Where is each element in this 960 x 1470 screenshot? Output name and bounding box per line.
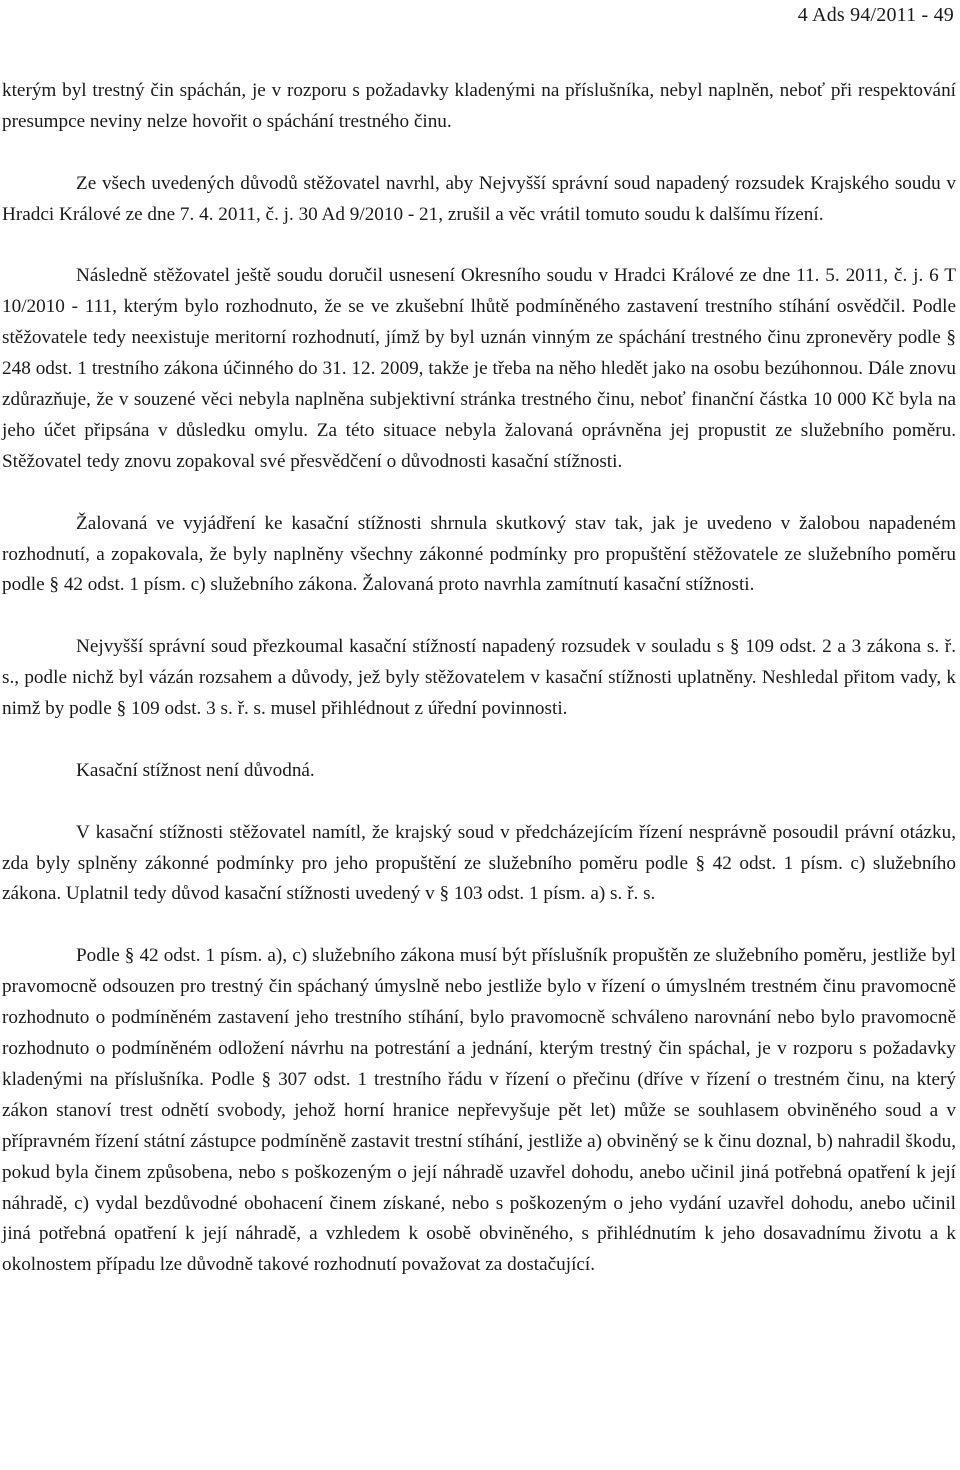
paragraph: Kasační stížnost není důvodná.: [76, 759, 315, 781]
paragraph: Nejvyšší správní soud přezkoumal kasační stížností napadený rozsudek v souladu s § 109 odst. 2 a 3 zákona s. ř. s., podle nichž byl vázán rozsahem a důvody, jež byly stěžovatelem v kasační stížnosti uplatněny. Neshledal přitom vady, k nimž by podle § 109 odst. 3 s. ř. s. musel přihlédnout z úřední povinnosti.: [2, 636, 956, 720]
paragraph: Následně stěžovatel ještě soudu doručil usnesení Okresního soudu v Hradci Králové ze dne 11. 5. 2011, č. j. 6 T 10/2010 - 111, kterým bylo rozhodnuto, že se ve zkušební lhůtě podmíněného zastavení trestního stíhání osvědčil. Podle stěžovatele tedy neexistuje meritorní rozhodnutí, jímž by byl uznán vinným ze spáchání trestného činu zpronevěry podle § 248 odst. 1 trestního zákona účinného do 31. 12. 2009, takže je třeba na něho hledět jako na osobu bezúhonnou. Dále znovu zdůrazňuje, že v souzené věci nebyla naplněna subjektivní stránka trestného činu, neboť finanční částka 10 000 Kč byla na jeho účet připsána v důsledku omylu. Za této situace nebyla žalovaná oprávněna jej propustit ze služebního poměru. Stěžovatel tedy znovu zopakoval své přesvědčení o důvodnosti kasační stížnosti.: [2, 265, 956, 472]
case-reference: 4 Ads 94/2011 - 49: [797, 4, 954, 26]
document-body: [2, 76, 956, 1281]
paragraph: kterým byl trestný čin spáchán, je v rozporu s požadavky kladenými na příslušníka, nebyl naplněn, neboť při respektování presumpce neviny nelze hovořit o spáchání trestného činu.: [2, 80, 956, 132]
paragraph: Podle § 42 odst. 1 písm. a), c) služebního zákona musí být příslušník propuštěn ze služebního poměru, jestliže byl pravomocně odsouzen pro trestný čin spáchaný úmyslně nebo jestliže bylo v řízení o úmyslném trestném činu pravomocně rozhodnuto o podmíněném zastavení jeho trestního stíhání, bylo pravomocně schváleno narovnání nebo bylo pravomocně rozhodnuto o podmíněném odložení návrhu na potrestání a jednání, kterým trestný čin spáchal, je v rozporu s požadavky kladenými na příslušníka. Podle § 307 odst. 1 trestního řádu v řízení o přečinu (dříve v řízení o trestném činu, na který zákon stanoví trest odnětí svobody, jehož horní hranice nepřevyšuje pět let) může se souhlasem obviněného soud a v přípravném řízení státní zástupce podmíněně zastavit trestní stíhání, jestliže a) obviněný se k činu doznal, b) nahradil škodu, pokud byla činem způsobena, nebo s poškozeným o její náhradě uzavřel dohodu, anebo učinil jiná potřebná opatření k její náhradě, c) vydal bezdůvodné obohacení činem získané, nebo s poškozeným o jeho vydání uzavřel dohodu, anebo učinil jiná potřebná opatření k její náhradě, a vzhledem k osobě obviněného, s přihlédnutím k jeho dosavadnímu životu a k okolnostem případu lze důvodně takové rozhodnutí považovat za dostačující.: [2, 945, 956, 1276]
paragraph: Žalovaná ve vyjádření ke kasační stížnosti shrnula skutkový stav tak, jak je uvedeno v žalobou napadeném rozhodnutí, a zopakovala, že byly naplněny všechny zákonné podmínky pro propuštění stěžovatele ze služebního poměru podle § 42 odst. 1 písm. c) služebního zákona. Žalovaná proto navrhla zamítnutí kasační stížnosti.: [2, 512, 956, 596]
paragraph: Ze všech uvedených důvodů stěžovatel navrhl, aby Nejvyšší správní soud napadený rozsudek Krajského soudu v Hradci Králové ze dne 7. 4. 2011, č. j. 30 Ad 9/2010 - 21, zrušil a věc vrátil tomuto soudu k dalšímu řízení.: [2, 172, 956, 225]
paragraph: V kasační stížnosti stěžovatel namítl, že krajský soud v předcházejícím řízení nesprávně posoudil právní otázku, zda byly splněny zákonné podmínky pro jeho propuštění ze služebního poměru podle § 42 odst. 1 písm. c) služebního zákona. Uplatnil tedy důvod kasační stížnosti uvedený v § 103 odst. 1 písm. a) s. ř. s.: [2, 821, 956, 905]
